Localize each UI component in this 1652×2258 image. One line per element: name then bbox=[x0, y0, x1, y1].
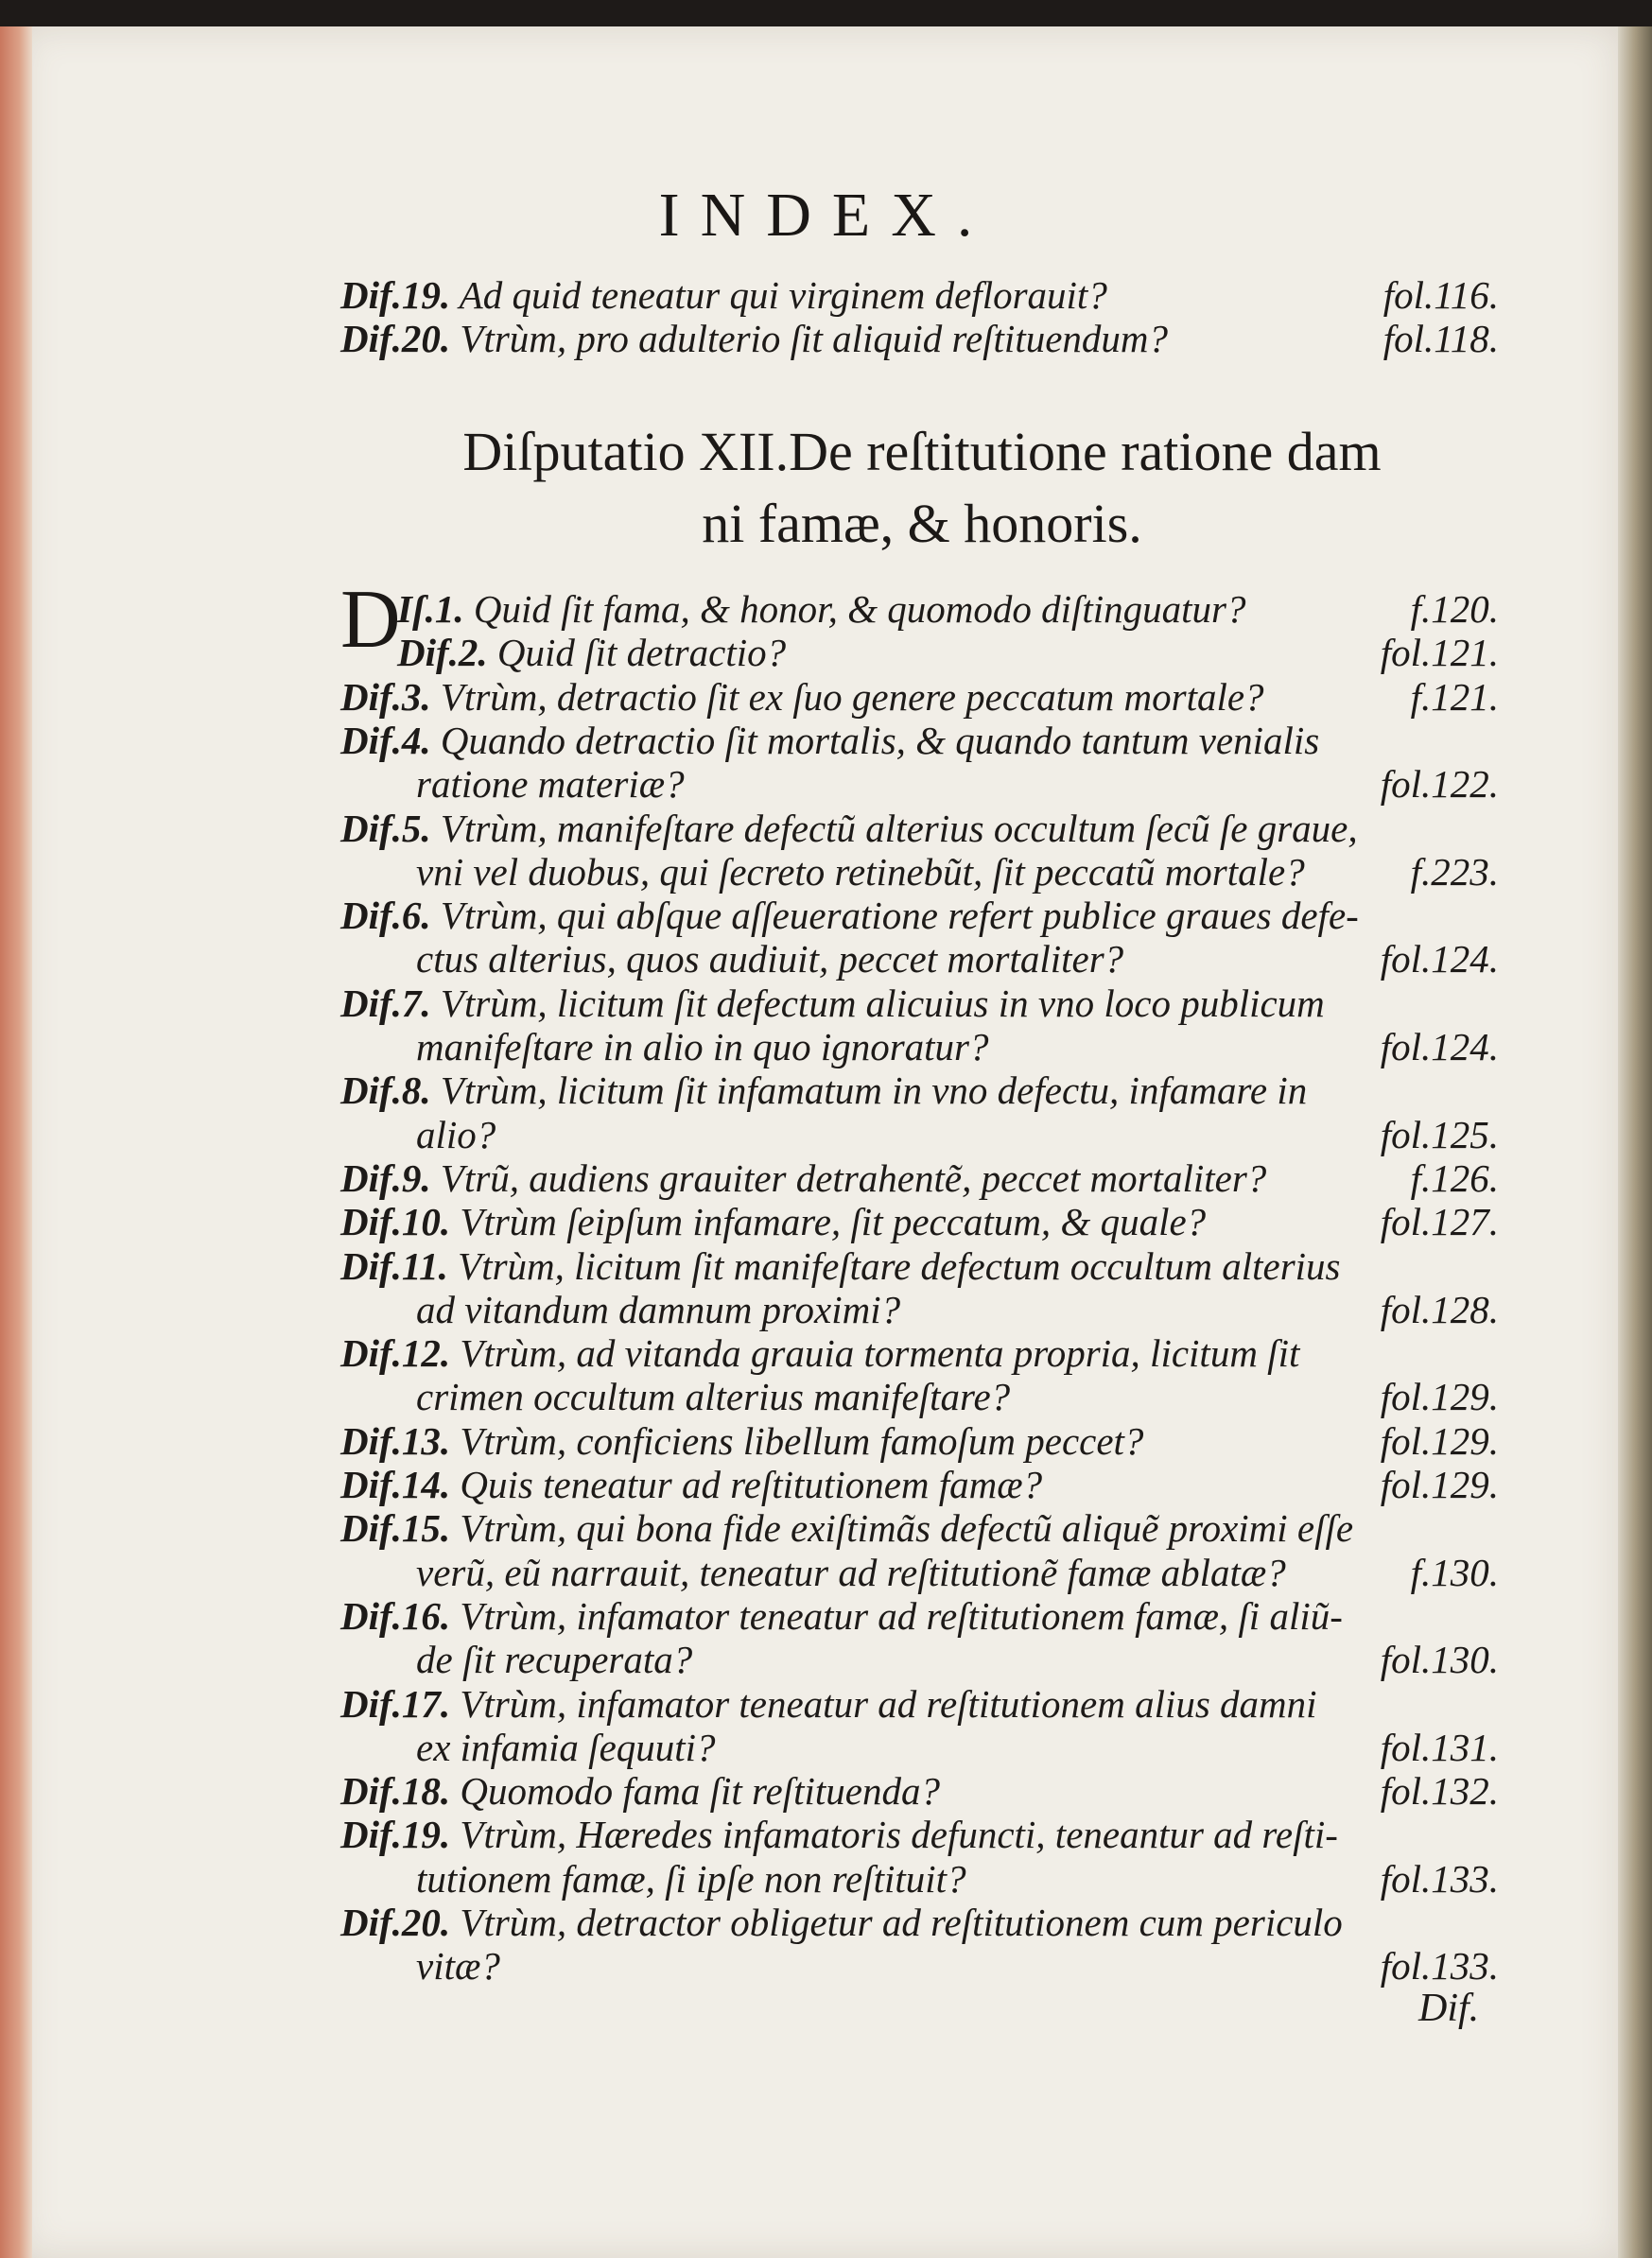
page-edge-left bbox=[0, 26, 32, 2258]
entry-folio: fol.133. bbox=[1380, 1856, 1499, 1901]
index-entry-line bbox=[340, 718, 1499, 763]
entry-text: tutionem famæ, ſi ipſe non reſtituit? bbox=[416, 1856, 966, 1901]
entry-text-group bbox=[416, 1287, 900, 1332]
entry-text-group bbox=[340, 981, 1325, 1026]
index-entry-line bbox=[340, 1199, 1499, 1244]
entry-text: Quis teneatur ad reſtitutionem famæ? bbox=[460, 1463, 1043, 1506]
index-entry-line bbox=[340, 272, 1499, 318]
entry-folio: fol.118. bbox=[1382, 317, 1499, 360]
index-entry-line bbox=[340, 1462, 1499, 1507]
entry-label: Dif.11. bbox=[340, 1243, 448, 1288]
entry-text: Quid ſit fama, & honor, & quomodo diſtinguatur? bbox=[473, 587, 1246, 631]
entry-text-group bbox=[340, 1462, 1042, 1507]
entry-text: manifeſtare in alio in quo ignoratur? bbox=[416, 1025, 989, 1068]
drop-cap: D bbox=[340, 574, 401, 666]
entry-folio: fol.124. bbox=[1380, 1025, 1499, 1068]
entry-text-group bbox=[340, 1418, 1143, 1464]
entry-text: Vtrùm, pro adulterio ſit aliquid reſtituendum? bbox=[460, 317, 1169, 360]
entry-text: Vtrùm ſeipſum infamare, ſit peccatum, & quale? bbox=[460, 1200, 1207, 1244]
entry-text: Vtrùm, infamator teneatur ad reſtitutionem alius damni bbox=[460, 1681, 1317, 1726]
index-entry-line bbox=[340, 1900, 1499, 1945]
index-entry-line bbox=[397, 630, 1499, 675]
entry-text-group bbox=[340, 1243, 1341, 1289]
entry-folio: f.130. bbox=[1410, 1550, 1499, 1594]
entry-text-group bbox=[340, 1330, 1299, 1376]
entry-text: Vtrùm, manifeſtare defectũ alterius occultum ſecũ ſe graue, bbox=[440, 806, 1358, 850]
entry-text-group bbox=[340, 272, 1107, 318]
entry-text-group bbox=[340, 893, 1359, 938]
index-entry-line bbox=[416, 1287, 1499, 1332]
entry-text-group bbox=[416, 1637, 692, 1682]
entry-text-group bbox=[416, 1856, 966, 1902]
entry-label: Dif.3. bbox=[340, 674, 431, 719]
entry-label: Dif.18. bbox=[340, 1769, 451, 1814]
entry-label: Dif.19. bbox=[340, 273, 451, 317]
index-entry-line bbox=[416, 1637, 1499, 1682]
index-entry-line bbox=[340, 1593, 1499, 1639]
entry-label: Dif.20. bbox=[340, 317, 451, 360]
entry-folio: fol.129. bbox=[1380, 1463, 1499, 1506]
entry-text: ratione materiæ? bbox=[416, 762, 685, 807]
entry-folio: fol.127. bbox=[1380, 1200, 1499, 1244]
index-entry-line bbox=[340, 1243, 1499, 1289]
index-entry-line bbox=[397, 586, 1499, 632]
entry-text-group bbox=[416, 1024, 989, 1069]
disputatio-heading-line1: Diſputatio XII.De reſtitutione ratione dam bbox=[462, 421, 1382, 482]
entry-text-group bbox=[340, 1068, 1307, 1113]
entry-folio: fol.133. bbox=[1380, 1944, 1499, 1989]
entry-label: Dif.2. bbox=[397, 631, 488, 675]
entry-folio: fol.129. bbox=[1380, 1375, 1499, 1419]
entry-folio: f.223. bbox=[1410, 849, 1499, 894]
index-entry-line bbox=[416, 1725, 1499, 1770]
entry-text: Vtrùm, qui abſque aſſeueratione refert publice graues defe- bbox=[440, 894, 1359, 938]
entry-label: Dif.7. bbox=[340, 981, 431, 1025]
entry-label: Dif.16. bbox=[340, 1593, 451, 1638]
index-entry-line bbox=[416, 1112, 1499, 1157]
entry-text: de ſit recuperata? bbox=[416, 1638, 693, 1682]
book-background bbox=[0, 0, 1652, 28]
entry-text-group bbox=[340, 316, 1168, 361]
index-entry-line bbox=[340, 1155, 1499, 1201]
entry-folio: f.126. bbox=[1410, 1155, 1499, 1200]
entry-label: Dif.17. bbox=[340, 1681, 451, 1726]
entry-text-group bbox=[340, 1593, 1343, 1639]
index-entry-line bbox=[416, 1374, 1499, 1419]
entry-text: Vtrùm, licitum ſit manifeſtare defectum occultum alterius bbox=[458, 1243, 1341, 1288]
index-entry-line bbox=[340, 1681, 1499, 1727]
entry-label: Dif.5. bbox=[340, 806, 431, 850]
entry-text-group bbox=[340, 674, 1264, 720]
entry-folio: fol.129. bbox=[1380, 1418, 1499, 1463]
entry-text-group bbox=[340, 1900, 1343, 1945]
entry-text: Vtrùm, licitum ſit infamatum in vno defectu, infamare in bbox=[440, 1068, 1308, 1113]
entry-text: alio? bbox=[416, 1112, 496, 1156]
entry-folio: fol.130. bbox=[1380, 1638, 1499, 1682]
index-entry-line bbox=[416, 761, 1499, 807]
entry-text: Vtrùm, conficiens libellum famoſum peccet? bbox=[460, 1418, 1144, 1463]
entry-text: Vtrùm, qui bona fide exiſtimãs defectũ aliquẽ proximi eſſe bbox=[460, 1506, 1354, 1551]
index-entry-line bbox=[340, 806, 1499, 851]
entry-text: Quando detractio ſit mortalis, & quando tantum venialis bbox=[440, 718, 1320, 762]
entry-text-group bbox=[340, 718, 1319, 763]
index-entry-line bbox=[340, 1418, 1499, 1464]
entry-text: Vtrùm, infamator teneatur ad reſtitutionem famæ, ſi aliũ- bbox=[460, 1593, 1343, 1638]
entry-text-group bbox=[340, 1199, 1206, 1244]
entry-folio: fol.122. bbox=[1380, 762, 1499, 807]
entry-folio: fol.128. bbox=[1380, 1287, 1499, 1331]
entry-label: Dif.12. bbox=[340, 1331, 451, 1376]
entry-label: Dif.9. bbox=[340, 1155, 431, 1200]
entry-text: Vtrùm, detractor obligetur ad reſtitutionem cum periculo bbox=[460, 1901, 1343, 1944]
index-entry-line bbox=[416, 849, 1499, 895]
entry-text: Vtrùm, licitum ſit defectum alicuius in vno loco publicum bbox=[440, 981, 1325, 1025]
entry-text-group bbox=[340, 806, 1358, 851]
entry-text: ex infamia ſequuti? bbox=[416, 1725, 716, 1769]
page-edge-right bbox=[1618, 26, 1652, 2258]
entry-label: Dif.10. bbox=[340, 1200, 451, 1244]
entry-label: Dif.4. bbox=[340, 718, 431, 762]
entry-label: Dif.20. bbox=[340, 1901, 451, 1944]
entry-text: Quomodo fama ſit reſtituenda? bbox=[460, 1769, 940, 1814]
entry-folio: fol.121. bbox=[1380, 631, 1499, 675]
entry-text: Vtrùm, Hæredes infamatoris defuncti, teneantur ad reſti- bbox=[460, 1813, 1338, 1857]
index-entry-line bbox=[340, 1812, 1499, 1857]
entry-text: ctus alterius, quos audiuit, peccet mortaliter? bbox=[416, 937, 1124, 981]
entry-text: vitæ? bbox=[416, 1944, 500, 1989]
entry-text: Vtrùm, ad vitanda grauia tormenta propria, licitum ſit bbox=[460, 1331, 1300, 1376]
entry-text-group bbox=[340, 1505, 1353, 1551]
entry-folio: f.120. bbox=[1410, 587, 1499, 631]
entry-text-group bbox=[416, 1725, 716, 1770]
entry-text-group bbox=[340, 1768, 940, 1814]
index-entry-line bbox=[416, 1024, 1499, 1069]
entry-text: Ad quid teneatur qui virginem deflorauit? bbox=[459, 273, 1107, 317]
page-header: INDEX. bbox=[658, 181, 994, 250]
entry-text-group bbox=[340, 1812, 1338, 1857]
entry-text-group bbox=[340, 1155, 1266, 1201]
entry-label: Dif.13. bbox=[340, 1418, 451, 1463]
entry-label: Dif.8. bbox=[340, 1068, 431, 1113]
entry-text: Quid ſit detractio? bbox=[496, 631, 787, 675]
index-entry-line bbox=[340, 1330, 1499, 1376]
entry-text-group bbox=[416, 1550, 1286, 1595]
entry-label: Dif.14. bbox=[340, 1463, 451, 1506]
entry-label: Dif.19. bbox=[340, 1813, 451, 1857]
entry-text: Vtrùm, detractio ſit ex ſuo genere peccatum mortale? bbox=[440, 674, 1264, 719]
entry-text: verũ, eũ narrauit, teneatur ad reſtitutionẽ famæ ablatæ? bbox=[416, 1550, 1286, 1594]
entry-text-group bbox=[340, 1681, 1317, 1727]
index-entry-line bbox=[340, 893, 1499, 938]
index-entry-line bbox=[340, 981, 1499, 1026]
entry-text-group bbox=[416, 1374, 1010, 1419]
entry-label: Dif.6. bbox=[340, 894, 431, 938]
entry-text-group bbox=[416, 1943, 500, 1989]
entry-folio: fol.131. bbox=[1380, 1725, 1499, 1769]
index-entry-line bbox=[416, 1550, 1499, 1595]
entry-text-group bbox=[416, 936, 1123, 981]
entry-text-group bbox=[416, 1112, 496, 1157]
entry-text: ad vitandum damnum proximi? bbox=[416, 1287, 901, 1331]
index-entry-line bbox=[340, 1068, 1499, 1113]
entry-label: Dif.15. bbox=[340, 1506, 451, 1551]
index-entry-line bbox=[340, 1768, 1499, 1814]
entry-folio: f.121. bbox=[1410, 674, 1499, 719]
entry-text-group bbox=[397, 630, 786, 675]
entry-text: vni vel duobus, qui ſecreto retinebũt, ſit peccatũ mortale? bbox=[416, 849, 1305, 894]
entry-folio: fol.124. bbox=[1380, 937, 1499, 981]
catchword: Dif. bbox=[1418, 1987, 1480, 2030]
index-entry-line bbox=[416, 1856, 1499, 1902]
entry-text: Vtrũ, audiens grauiter detrahentẽ, peccet mortaliter? bbox=[440, 1155, 1267, 1200]
entry-text-group bbox=[416, 849, 1305, 895]
index-entry-line bbox=[340, 316, 1499, 361]
entry-folio: fol.116. bbox=[1382, 273, 1499, 317]
index-entry-line bbox=[340, 674, 1499, 720]
entry-label: Iſ.1. bbox=[397, 587, 464, 631]
index-entry-line bbox=[340, 1505, 1499, 1551]
entry-text-group bbox=[416, 761, 685, 807]
entry-text: crimen occultum alterius manifeſtare? bbox=[416, 1375, 1011, 1419]
index-entry-line bbox=[416, 1943, 1499, 1989]
entry-folio: fol.125. bbox=[1380, 1112, 1499, 1156]
index-entry-line bbox=[416, 936, 1499, 981]
entry-text-group bbox=[397, 586, 1246, 632]
disputatio-heading-line2: ni famæ, & honoris. bbox=[702, 493, 1142, 554]
entry-folio: fol.132. bbox=[1380, 1769, 1499, 1814]
